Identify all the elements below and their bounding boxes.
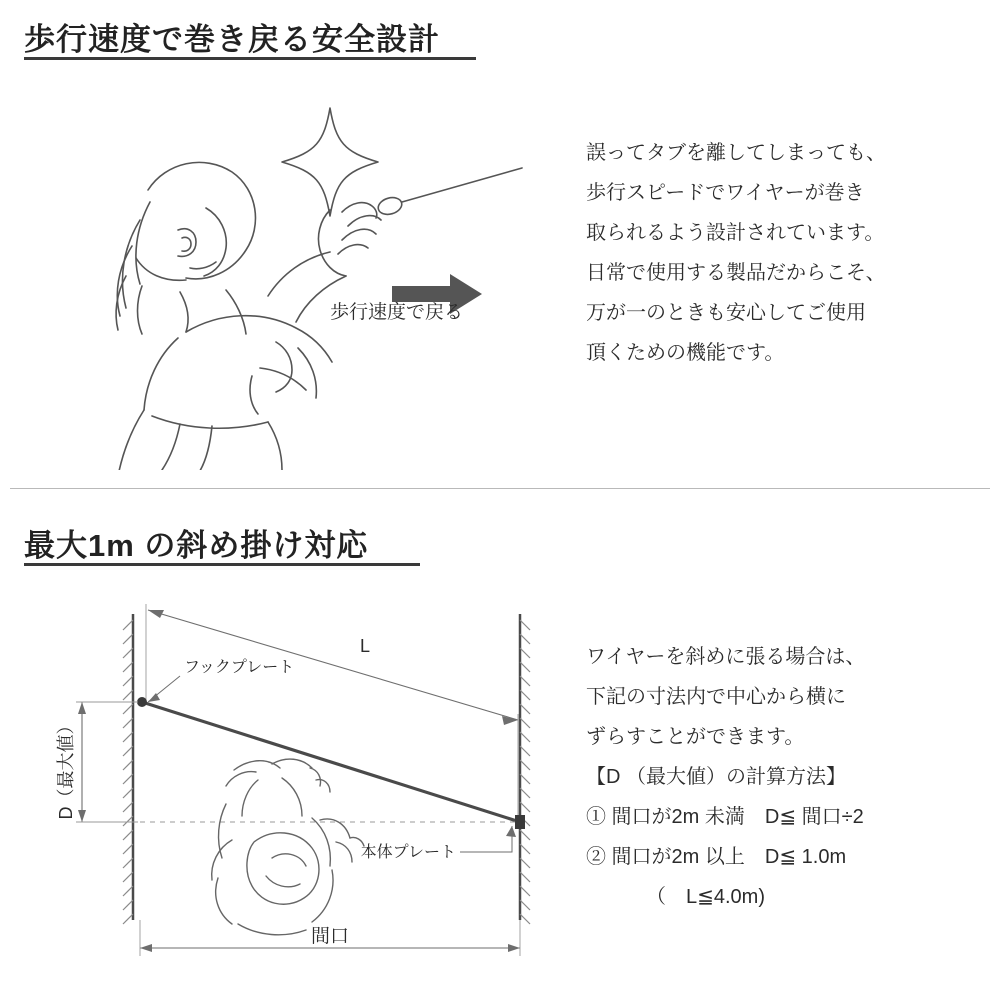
diagram-diagonal-span [20,590,580,990]
label-D: D（最大値） [56,716,76,820]
person-wire-drawing [30,80,570,470]
diagonal-span-drawing [20,590,580,990]
paragraph-line: ① 間口が2m 未満 D≦ 間口÷2 [586,806,864,828]
dimension-D [56,702,138,822]
label-opening: 間口 [310,926,350,947]
paragraph-line: 誤ってタブを離してしまっても、 [586,142,886,164]
dimension-L [146,604,518,820]
paragraph-line: 下記の寸法内で中心から横に [586,686,846,708]
section-safety-design [0,0,1000,490]
illustration-person-wire [30,80,570,470]
wire-line [142,702,520,822]
label-hook-plate: フックプレート [184,659,295,676]
illustration-caption: 歩行速度で戻る [330,302,464,323]
section-divider [10,488,990,489]
paragraph-line: 歩行スピードでワイヤーが巻き [586,182,865,204]
paragraph-line: ずらすことができます。 [586,726,805,748]
right-wall [520,614,530,924]
safety-paragraph [586,133,886,373]
paragraph-line: 頂くための機能です。 [586,342,785,364]
page-title-safety: 歩行速度で巻き戻る安全設計 [24,22,440,57]
paragraph-line: 日常で使用する製品だからこそ、 [586,262,886,284]
body-plate-point [515,815,525,829]
paragraph-line: 取られるよう設計されています。 [586,222,885,244]
leader-hook-plate [148,658,294,702]
title-underline [24,57,476,60]
leader-body-plate [361,826,516,861]
paragraph-line: 万が一のときも安心してご使用 [586,302,866,324]
title-underline [24,563,420,566]
left-wall [123,614,133,924]
hook-plate-point [137,697,147,707]
label-L: L [360,636,371,656]
dimension-opening [140,920,520,956]
label-body-plate: 本体プレート [360,844,456,861]
paragraph-line: ② 間口が2m 以上 D≦ 1.0m [586,846,847,868]
paragraph-line: ワイヤーを斜めに張る場合は、 [586,646,866,668]
paragraph-line: 【D （最大値）の計算方法】 [586,766,846,788]
person-sketch [212,759,364,935]
diagonal-paragraph [586,637,865,917]
page-title-diagonal: 最大1m の斜め掛け対応 [24,528,369,563]
paragraph-line: （ L≦4.0m) [646,886,766,908]
